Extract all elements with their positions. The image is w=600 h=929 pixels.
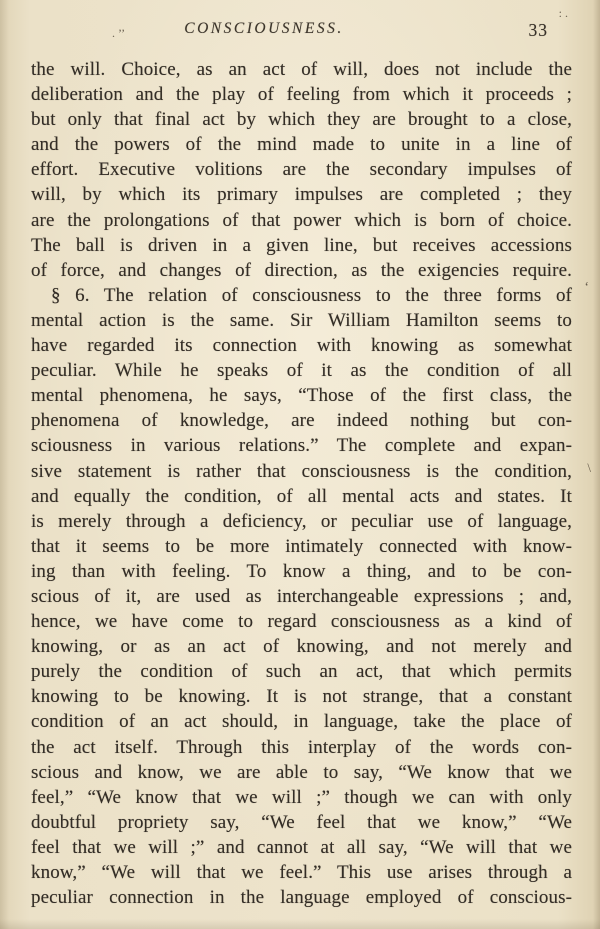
page-left-edge-shading bbox=[0, 0, 9, 929]
text-line: feel,” “We know that we will ;” though we can with only bbox=[31, 786, 572, 808]
text-line: will, by which its primary impulses are completed ; they bbox=[31, 184, 572, 206]
text-line: but only that final act by which they are brought to a close, bbox=[31, 109, 572, 131]
text-line: are the prolongations of that power which is born of choice. bbox=[31, 209, 572, 231]
text-line: knowing to be knowing. It is not strange, that a constant bbox=[31, 686, 572, 708]
text-line: scious of it, are used as interchangeable expressions ; and, bbox=[31, 585, 572, 607]
text-line: the will. Choice, as an act of will, does not include the bbox=[31, 59, 572, 80]
text-line: purely the condition of such an act, that which permits bbox=[31, 661, 572, 683]
text-line: deliberation and the play of feeling from which it proceeds ; bbox=[31, 84, 572, 106]
text-line: scious and know, we are able to say, “We know that we bbox=[31, 761, 572, 783]
text-line: of force, and changes of direction, as the exigencies require. bbox=[31, 259, 572, 281]
text-line: sive statement is rather that consciousness is the condition, bbox=[31, 460, 572, 482]
text-line: that it seems to be more intimately connected with know- bbox=[31, 535, 572, 557]
text-line: mental action is the same. Sir William Hamilton seems to bbox=[31, 309, 572, 331]
text-line: ing than with feeling. To know a thing, and to be con- bbox=[31, 560, 572, 582]
text-line: effort. Executive volitions are the secondary impulses of bbox=[31, 159, 572, 181]
text-line: condition of an act should, in language, take the place of bbox=[31, 711, 572, 733]
text-line: and the powers of the mind made to unite in a line of bbox=[31, 134, 572, 156]
scan-artifact: : . bbox=[558, 6, 568, 20]
scan-artifact: ‘ bbox=[584, 280, 589, 295]
text-line: and equally the condition, of all mental acts and states. It bbox=[31, 485, 572, 507]
text-line: peculiar connection in the language employed of conscious- bbox=[31, 887, 572, 909]
text-line: hence, we have come to regard consciousness as a kind of bbox=[31, 611, 572, 633]
text-line: is merely through a deficiency, or peculiar use of language, bbox=[31, 510, 572, 532]
text-line: mental phenomena, he says, “Those of the first class, the bbox=[31, 385, 572, 407]
text-line: have regarded its connection with knowing as somewhat bbox=[31, 335, 572, 357]
text-line: know,” “We will that we feel.” This use arises through a bbox=[31, 862, 572, 883]
text-line: phenomena of knowledge, are indeed nothing but con- bbox=[31, 410, 572, 432]
text-line: feel that we will ;” and cannot at all say, “We will that we bbox=[31, 836, 572, 858]
text-line: the act itself. Through this interplay of the words con- bbox=[31, 736, 572, 758]
text-line: The ball is driven in a given line, but receives accessions bbox=[31, 234, 572, 256]
scan-artifact: \ bbox=[587, 460, 591, 475]
scan-artifact: . ’’ bbox=[112, 26, 126, 40]
text-line: § 6. The relation of consciousness to the three forms of bbox=[51, 284, 572, 306]
page-number: 33 bbox=[528, 20, 548, 40]
text-line: sciousness in various relations.” The complete and expan- bbox=[31, 435, 572, 457]
paragraph bbox=[31, 57, 572, 283]
paragraph bbox=[31, 283, 572, 910]
page-header bbox=[0, 20, 600, 44]
running-header-title: CONSCIOUSNESS. bbox=[184, 20, 344, 37]
page-right-edge-shading bbox=[593, 0, 600, 929]
page-body bbox=[31, 57, 572, 910]
text-line: knowing, or as an act of knowing, and not merely and bbox=[31, 636, 572, 658]
text-line: peculiar. While he speaks of it as the condition of all bbox=[31, 360, 572, 382]
text-line: doubtful propriety say, “We feel that we know,” “We bbox=[31, 811, 572, 833]
